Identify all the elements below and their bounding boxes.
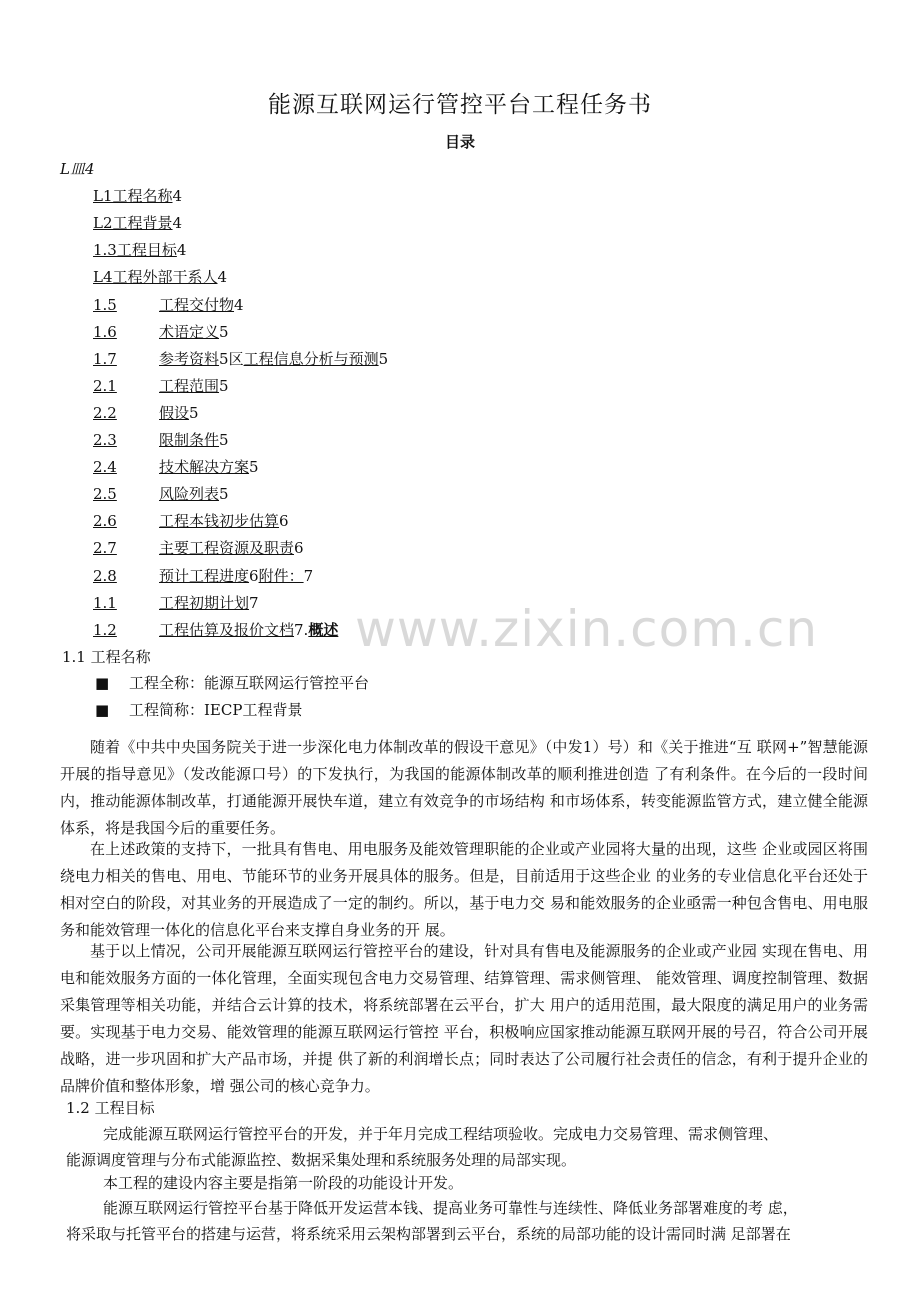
toc-entry-page: 5 bbox=[219, 485, 229, 503]
toc-entry-number: 2.1 bbox=[93, 377, 117, 395]
paragraph-line: 本工程的建设内容主要是指第一阶段的功能设计开发。 bbox=[103, 1174, 464, 1192]
bullet-square-icon: ■ bbox=[95, 701, 110, 719]
toc-entry-number: 1.7 bbox=[93, 350, 117, 368]
paragraph-line: 能源互联网运行管控平台基于降低开发运营本钱、提高业务可靠性与连续性、降低业务部署难度的考 虑， bbox=[103, 1199, 798, 1217]
toc-entry[interactable] bbox=[93, 212, 182, 233]
toc-entry[interactable] bbox=[93, 619, 338, 640]
toc-entry[interactable] bbox=[93, 294, 244, 315]
toc-entry[interactable] bbox=[93, 483, 229, 504]
toc-entry-text: 假设 bbox=[159, 404, 190, 422]
toc-entry[interactable] bbox=[93, 375, 229, 396]
toc-entry-text: L4工程外部干系人 bbox=[93, 268, 218, 286]
toc-entry-number: 1.2 bbox=[93, 621, 117, 639]
toc-entry-page: 5 bbox=[219, 350, 229, 368]
toc-entry[interactable] bbox=[93, 185, 182, 206]
section-heading-1-2: 1.2 工程目标 bbox=[66, 1099, 155, 1117]
toc-entry[interactable] bbox=[93, 592, 259, 613]
toc-entry-text: 主要工程资源及职责 bbox=[159, 539, 295, 557]
toc-entry-number: 2.3 bbox=[93, 431, 117, 449]
paragraph: 基于以上情况，公司开展能源互联网运行管控平台的建设，针对具有售电及能源服务的企业或产业园 实现在售电、用电和能效服务方面的一体化管理，全面实现包含电力交易管理、结算管理、需求侧管理、 能效管理、调度控制管理、数据采集管理等相关功能，并结合云计算的技术，将系统部署在云平台，扩大 用户的适用范围，最大限度的满足用户的业务需要。实现基于电力交易、能效管理的能源互联网运行管控 平台，积极响应国家推动能源互联网开展的号召，符合公司开展战略，进一步巩固和扩大产品市场，并提 供了新的利润增长点；同时表达了公司履行社会责任的信念，有利于提升企业的品牌价值和整体形象，增 强公司的核心竞争力。 bbox=[60, 942, 868, 1095]
toc-entry-page: 5 bbox=[219, 377, 229, 395]
toc-entry-text: 1.3工程目标 bbox=[93, 241, 177, 259]
paragraph-line: 完成能源互联网运行管控平台的开发，并于年月完成工程结项验收。完成电力交易管理、需求侧管理、 bbox=[103, 1125, 779, 1143]
toc-entry-extra-page: 5 bbox=[378, 350, 389, 368]
toc-entry-number: 1.1 bbox=[93, 594, 117, 612]
toc-entry-extra: 区 bbox=[228, 350, 244, 368]
toc-entry[interactable] bbox=[93, 565, 313, 586]
toc-entry-page: 4 bbox=[172, 187, 183, 205]
toc-entry-page: 5 bbox=[219, 431, 229, 449]
toc-entry-text: 工程范围 bbox=[159, 377, 220, 395]
toc-entry-page: 7. bbox=[294, 621, 309, 639]
watermark: www.zixin.com.cn bbox=[355, 600, 819, 658]
toc-entry-text: 术语定义 bbox=[159, 323, 220, 341]
paragraph: 在上述政策的支持下，一批具有售电、用电服务及能效管理职能的企业或产业园将大量的出现，这些 企业或园区将围绕电力相关的售电、用电、节能环节的业务开展具体的服务。但是，目前适用于这些企业 的业务的专业信息化平台还处于相对空白的阶段，对其业务的开展造成了一定的制约。所以，基于电力交 易和能效服务的企业亟需一种包含售电、用电服务和能效管理一体化的信息化平台来支撑自身业务的开 展。 bbox=[60, 840, 868, 939]
toc-entry-number: 1.6 bbox=[93, 323, 117, 341]
paragraph-line: 能源调度管理与分布式能源监控、数据采集处理和系统服务处理的局部实现。 bbox=[66, 1151, 577, 1169]
toc-entry-text: 工程估算及报价文档 bbox=[159, 621, 295, 639]
toc-entry[interactable] bbox=[93, 537, 304, 558]
toc-entry-text: L1工程名称 bbox=[93, 187, 173, 205]
toc-entry-text: 技术解决方案 bbox=[159, 458, 250, 476]
toc-heading: 目录 bbox=[444, 133, 475, 151]
toc-entry-page: 6 bbox=[279, 512, 289, 530]
document-title: 能源互联网运行管控平台工程任务书 bbox=[268, 92, 652, 118]
toc-entry[interactable] bbox=[93, 510, 289, 531]
bullet-text: 工程简称：IECP工程背景 bbox=[129, 701, 303, 719]
toc-entry[interactable] bbox=[93, 429, 229, 450]
toc-entry-extra: 附件： bbox=[258, 567, 304, 585]
toc-entry-extra-link: 工程信息分析与预测 bbox=[243, 350, 379, 368]
toc-entry-page: 4 bbox=[217, 268, 228, 286]
toc-entry-page: 7 bbox=[249, 594, 259, 612]
toc-top-entry[interactable]: L皿4 bbox=[60, 160, 95, 178]
toc-entry[interactable] bbox=[93, 266, 227, 287]
bullet-square-icon: ■ bbox=[95, 674, 110, 692]
toc-entry[interactable] bbox=[93, 456, 259, 477]
bullet-item bbox=[95, 699, 302, 720]
toc-entry-number: 2.5 bbox=[93, 485, 117, 503]
toc-entry-text: 工程交付物 bbox=[159, 296, 235, 314]
toc-entry-page: 6 bbox=[294, 539, 304, 557]
toc-entry-text: 工程初期计划 bbox=[159, 594, 250, 612]
toc-entry-text: 预计工程进度 bbox=[159, 567, 250, 585]
toc-entry-text: 参考资料 bbox=[159, 350, 220, 368]
paragraph-line: 将采取与托管平台的搭建与运营，将系统采用云架构部署到云平台，系统的局部功能的设计需同时满 足部署在 bbox=[66, 1225, 791, 1243]
toc-entry-text: 限制条件 bbox=[159, 431, 220, 449]
toc-entry[interactable] bbox=[93, 348, 388, 369]
bullet-text: 工程全称：能源互联网运行管控平台 bbox=[129, 674, 370, 692]
toc-entry-number: 2.4 bbox=[93, 458, 117, 476]
toc-entry-extra-page: 7 bbox=[303, 567, 314, 585]
toc-entry-page: 4 bbox=[176, 241, 187, 259]
toc-entry-number: 2.7 bbox=[93, 539, 117, 557]
toc-entry[interactable] bbox=[93, 402, 199, 423]
toc-entry-text: L2工程背景 bbox=[93, 214, 173, 232]
toc-entry-extra: 概述 bbox=[308, 621, 339, 639]
section-heading-1-1: 1.1 工程名称 bbox=[62, 648, 151, 666]
toc-entry-text: 工程本钱初步估算 bbox=[159, 512, 280, 530]
toc-entry-text: 风险列表 bbox=[159, 485, 220, 503]
toc-entry-page: 5 bbox=[249, 458, 259, 476]
toc-entry-page: 5 bbox=[219, 323, 229, 341]
toc-entry-page: 5 bbox=[189, 404, 199, 422]
toc-entry[interactable] bbox=[93, 239, 186, 260]
toc-entry-page: 4 bbox=[234, 296, 244, 314]
bullet-item bbox=[95, 672, 369, 693]
toc-entry-number: 2.2 bbox=[93, 404, 117, 422]
paragraph: 随着《中共中央国务院关于进一步深化电力体制改革的假设干意见》（中发1）号）和《关于推进“互 联网+”智慧能源开展的指导意见》（发改能源口号）的下发执行，为我国的能源体制改革的顺利推进创造 了有利条件。在今后的一段时间内，推动能源体制改革，打通能源开展快车道，建立有效竞争的市场结构 和市场体系，转变能源监管方式，建立健全能源体系，将是我国今后的重要任务。 bbox=[60, 738, 868, 837]
toc-entry-number: 1.5 bbox=[93, 296, 117, 314]
toc-entry-number: 2.8 bbox=[93, 567, 117, 585]
toc-entry[interactable] bbox=[93, 321, 229, 342]
toc-entry-page: 6 bbox=[249, 567, 259, 585]
toc-entry-number: 2.6 bbox=[93, 512, 117, 530]
toc-entry-page: 4 bbox=[172, 214, 183, 232]
